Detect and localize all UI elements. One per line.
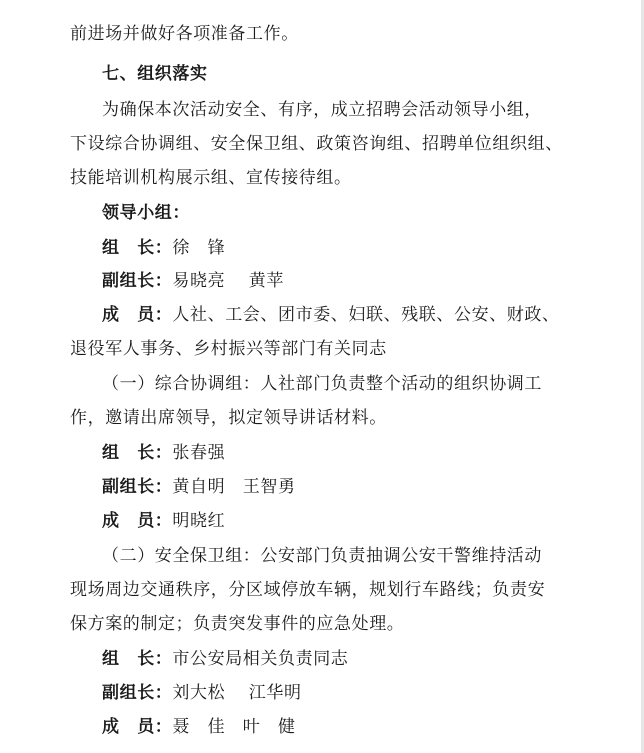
text-line: 作，邀请出席领导，拟定领导讲话材料。 [70,408,387,428]
member-row [102,715,296,739]
text-line: 保方案的制定；负责突发事件的应急处理。 [70,614,405,634]
role-value: 黄自明 王智勇 [172,477,296,497]
leadership-group-heading: 领导小组： [102,203,190,223]
role-label: 副组长： [102,477,173,497]
deputy-leader-row [102,475,296,499]
role-value: 明晓红 [172,511,226,531]
leader-row [102,236,225,260]
role-value: 市公安局相关负责同志 [172,649,349,669]
role-label: 组 长： [102,649,173,669]
role-label: 成 员： [102,305,173,325]
text-line: 为确保本次活动安全、有序，成立招聘会活动领导小组， [102,100,542,120]
subsection-line: （二）安全保卫组：公安部门负责抽调公安干警维持活动 [102,546,542,566]
role-label: 副组长： [102,683,173,703]
subsection-line: （一）综合协调组：人社部门负责整个活动的组织协调工 [102,374,542,394]
role-value: 聂 佳 叶 健 [172,717,296,737]
role-value: 徐 锋 [172,238,226,258]
text-line: 前进场并做好各项准备工作。 [70,24,299,44]
role-value: 刘大松 江华明 [172,683,302,703]
leader-row [102,441,225,465]
text-line: 退役军人事务、乡村振兴等部门有关同志 [70,339,387,359]
text-line: 下设综合协调组、安全保卫组、政策咨询组、招聘单位组织组、 [70,134,563,154]
text-line: 技能培训机构展示组、宣传接待组。 [70,168,352,188]
role-value: 张春强 [172,443,226,463]
deputy-leader-row [102,681,302,705]
role-label: 副组长： [102,271,173,291]
role-label: 成 员： [102,511,173,531]
role-label: 成 员： [102,717,173,737]
deputy-leader-row [102,269,284,293]
text-line: 现场周边交通秩序，分区域停放车辆，规划行车路线；负责安 [70,580,546,600]
role-label: 组 长： [102,238,173,258]
member-row [102,509,225,533]
leader-row [102,647,348,671]
section-heading: 七、组织落实 [102,64,208,84]
member-row [102,303,560,327]
role-value: 易晓亮 黄苹 [172,271,285,291]
role-label: 组 长： [102,443,173,463]
role-value: 人社、工会、团市委、妇联、残联、公安、财政、 [172,305,560,325]
